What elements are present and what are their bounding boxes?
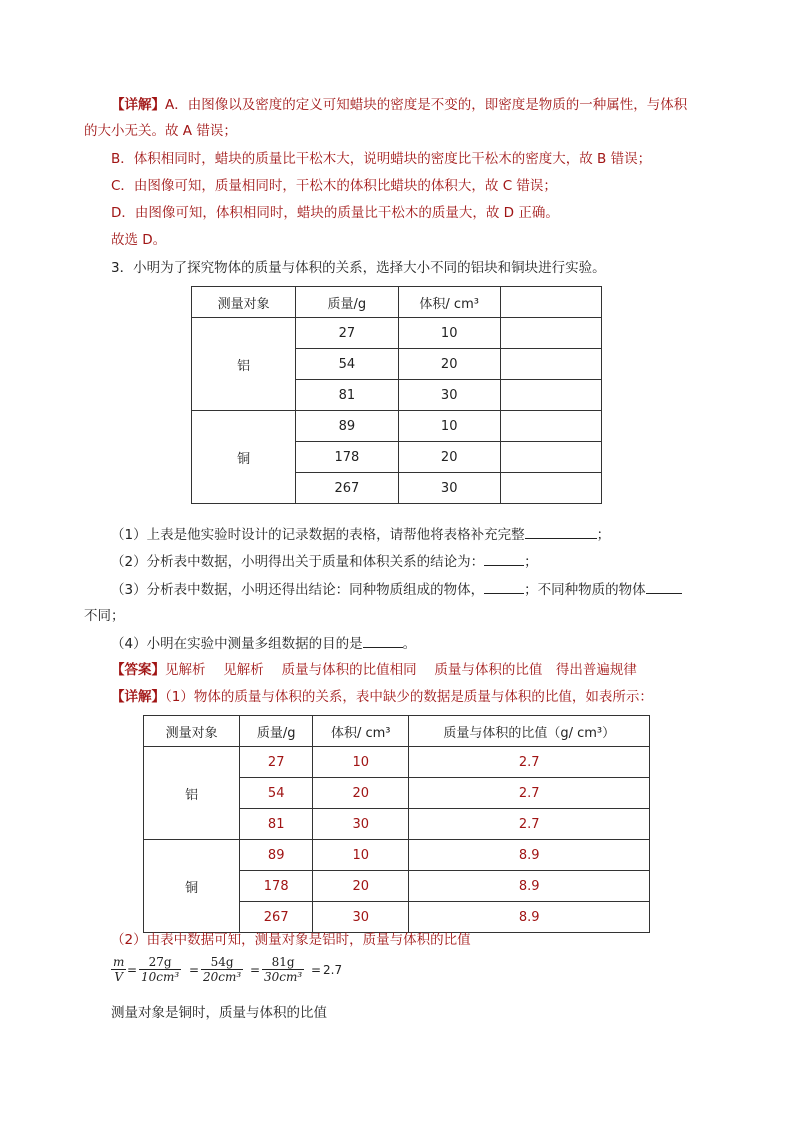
mass-cell: 178 (240, 871, 313, 902)
header-volume: 体积/ cm³ (398, 287, 500, 318)
group-label-copper: 铜 (192, 411, 296, 504)
volume-cell: 10 (398, 411, 500, 442)
volume-cell: 10 (313, 747, 409, 778)
ratio-cell: 8.9 (409, 871, 650, 902)
table-row (192, 318, 602, 349)
numerator: 27g (139, 955, 181, 970)
blank-cell (500, 411, 601, 442)
fraction-aluminum-1 (139, 955, 181, 984)
header-volume: 体积/ cm³ (313, 716, 409, 747)
ratio-cell: 2.7 (409, 778, 650, 809)
equals-sign: = (189, 963, 200, 977)
detail-option-a: A．由图像以及密度的定义可知蜡块的密度是不变的，即密度是物质的一种属性，与体积 (165, 97, 688, 113)
volume-cell: 30 (313, 809, 409, 840)
header-object: 测量对象 (144, 716, 240, 747)
equals-sign: = (250, 963, 261, 977)
mass-cell: 267 (296, 473, 398, 504)
blank-cell (500, 318, 601, 349)
blank-cell (500, 349, 601, 380)
answer-tag: 【答案】 (111, 662, 165, 678)
ratio-cell: 2.7 (409, 809, 650, 840)
ratio-cell: 8.9 (409, 902, 650, 933)
mass-cell: 89 (240, 840, 313, 871)
detail-option-c: C．由图像可知，质量相同时，干松木的体积比蜡块的体积大，故 C 错误； (111, 178, 557, 194)
detail2-line-3: 测量对象是铜时，质量与体积的比值 (111, 1005, 327, 1021)
group-label-aluminum: 铝 (144, 747, 240, 840)
header-mass: 质量/g (296, 287, 398, 318)
mass-cell: 89 (296, 411, 398, 442)
detail-line-a (111, 95, 687, 115)
mass-cell: 54 (240, 778, 313, 809)
detail-choice: 故选 D。 (111, 232, 167, 248)
header-mass: 质量/g (240, 716, 313, 747)
fraction-aluminum-2 (201, 955, 243, 984)
group-label-copper: 铜 (144, 840, 240, 933)
answer-text: 见解析 见解析 质量与体积的比值相同 质量与体积的比值 得出普遍规律 (165, 662, 637, 678)
mass-cell: 267 (240, 902, 313, 933)
sub-question-2-text: （2）分析表中数据，小明得出关于质量和体积关系的结论为： (111, 554, 485, 570)
table-row (144, 747, 650, 778)
detail2-line-1 (111, 687, 653, 707)
mass-cell: 81 (240, 809, 313, 840)
table-row (144, 840, 650, 871)
volume-cell: 20 (398, 442, 500, 473)
denominator: V (114, 970, 124, 984)
detail2-text-1: （1）物体的质量与体积的关系，表中缺少的数据是质量与体积的比值，如表所示： (165, 689, 653, 705)
detail-tag: 【详解】 (111, 97, 165, 113)
table-header-row (144, 716, 650, 747)
detail-option-b: B．体积相同时，蜡块的质量比干松木大，说明蜡块的密度比干松木的密度大，故 B 错误； (111, 151, 652, 167)
sub-question-4-text: （4）小明在实验中测量多组数据的目的是 (111, 636, 363, 652)
volume-cell: 10 (398, 318, 500, 349)
question-table (191, 286, 602, 504)
answer-blank (363, 633, 403, 648)
denominator: 30cm³ (264, 970, 303, 984)
question-3-stem: 3．小明为了探究物体的质量与体积的关系，选择大小不同的铝块和铜块进行实验。 (111, 260, 606, 276)
sub-question-3-text-b: ；不同种物质的物体 (524, 582, 646, 598)
detail-tag: 【详解】 (111, 689, 165, 705)
mass-cell: 27 (296, 318, 398, 349)
sub-question-3 (111, 579, 682, 600)
volume-cell: 20 (313, 778, 409, 809)
ratio-cell: 2.7 (409, 747, 650, 778)
equals-sign: = (311, 963, 322, 977)
volume-cell: 20 (398, 349, 500, 380)
volume-cell: 30 (313, 902, 409, 933)
blank-cell (500, 442, 601, 473)
punct: 。 (402, 636, 417, 652)
sub-question-2 (111, 551, 538, 572)
fraction-aluminum-3 (262, 955, 304, 984)
table-header-row (192, 287, 602, 318)
volume-cell: 20 (313, 871, 409, 902)
denominator: 20cm³ (203, 970, 242, 984)
sub-question-3-cont: 不同； (84, 608, 125, 624)
mass-cell: 54 (296, 349, 398, 380)
detail-option-d: D．由图像可知，体积相同时，蜡块的质量比干松木的质量大，故 D 正确。 (111, 205, 559, 221)
sub-question-4 (111, 633, 416, 654)
ratio-cell: 8.9 (409, 840, 650, 871)
fraction-m-over-v (111, 955, 126, 984)
table-row (192, 411, 602, 442)
answer-blank (484, 551, 524, 566)
equals-sign: = (127, 963, 138, 977)
punct: ； (596, 527, 611, 543)
blank-cell (500, 380, 601, 411)
volume-cell: 10 (313, 840, 409, 871)
punct: ； (524, 554, 538, 570)
answer-blank (525, 524, 597, 539)
header-ratio: 质量与体积的比值（g/ cm³） (409, 716, 650, 747)
detail2-line-2: （2）由表中数据可知，测量对象是铝时，质量与体积的比值 (111, 932, 471, 948)
header-empty (500, 287, 601, 318)
numerator: 81g (262, 955, 304, 970)
answer-blank (484, 579, 524, 594)
group-label-aluminum: 铝 (192, 318, 296, 411)
sub-question-1 (111, 524, 610, 545)
volume-cell: 30 (398, 473, 500, 504)
volume-cell: 30 (398, 380, 500, 411)
numerator: m (113, 955, 125, 969)
answer-blank (646, 579, 682, 594)
blank-cell (500, 473, 601, 504)
answer-table (143, 715, 650, 933)
sub-question-1-text: （1）上表是他实验时设计的记录数据的表格，请帮他将表格补充完整 (111, 527, 525, 543)
detail-line-a-cont: 的大小无关。故 A 错误； (84, 123, 237, 139)
sub-question-3-text-a: （3）分析表中数据，小明还得出结论：同种物质组成的物体， (111, 582, 485, 598)
mass-cell: 27 (240, 747, 313, 778)
mass-cell: 81 (296, 380, 398, 411)
answer-line (111, 660, 637, 680)
numerator: 54g (201, 955, 243, 970)
denominator: 10cm³ (141, 970, 180, 984)
result-value: 2.7 (323, 963, 343, 977)
header-object: 测量对象 (192, 287, 296, 318)
mass-cell: 178 (296, 442, 398, 473)
